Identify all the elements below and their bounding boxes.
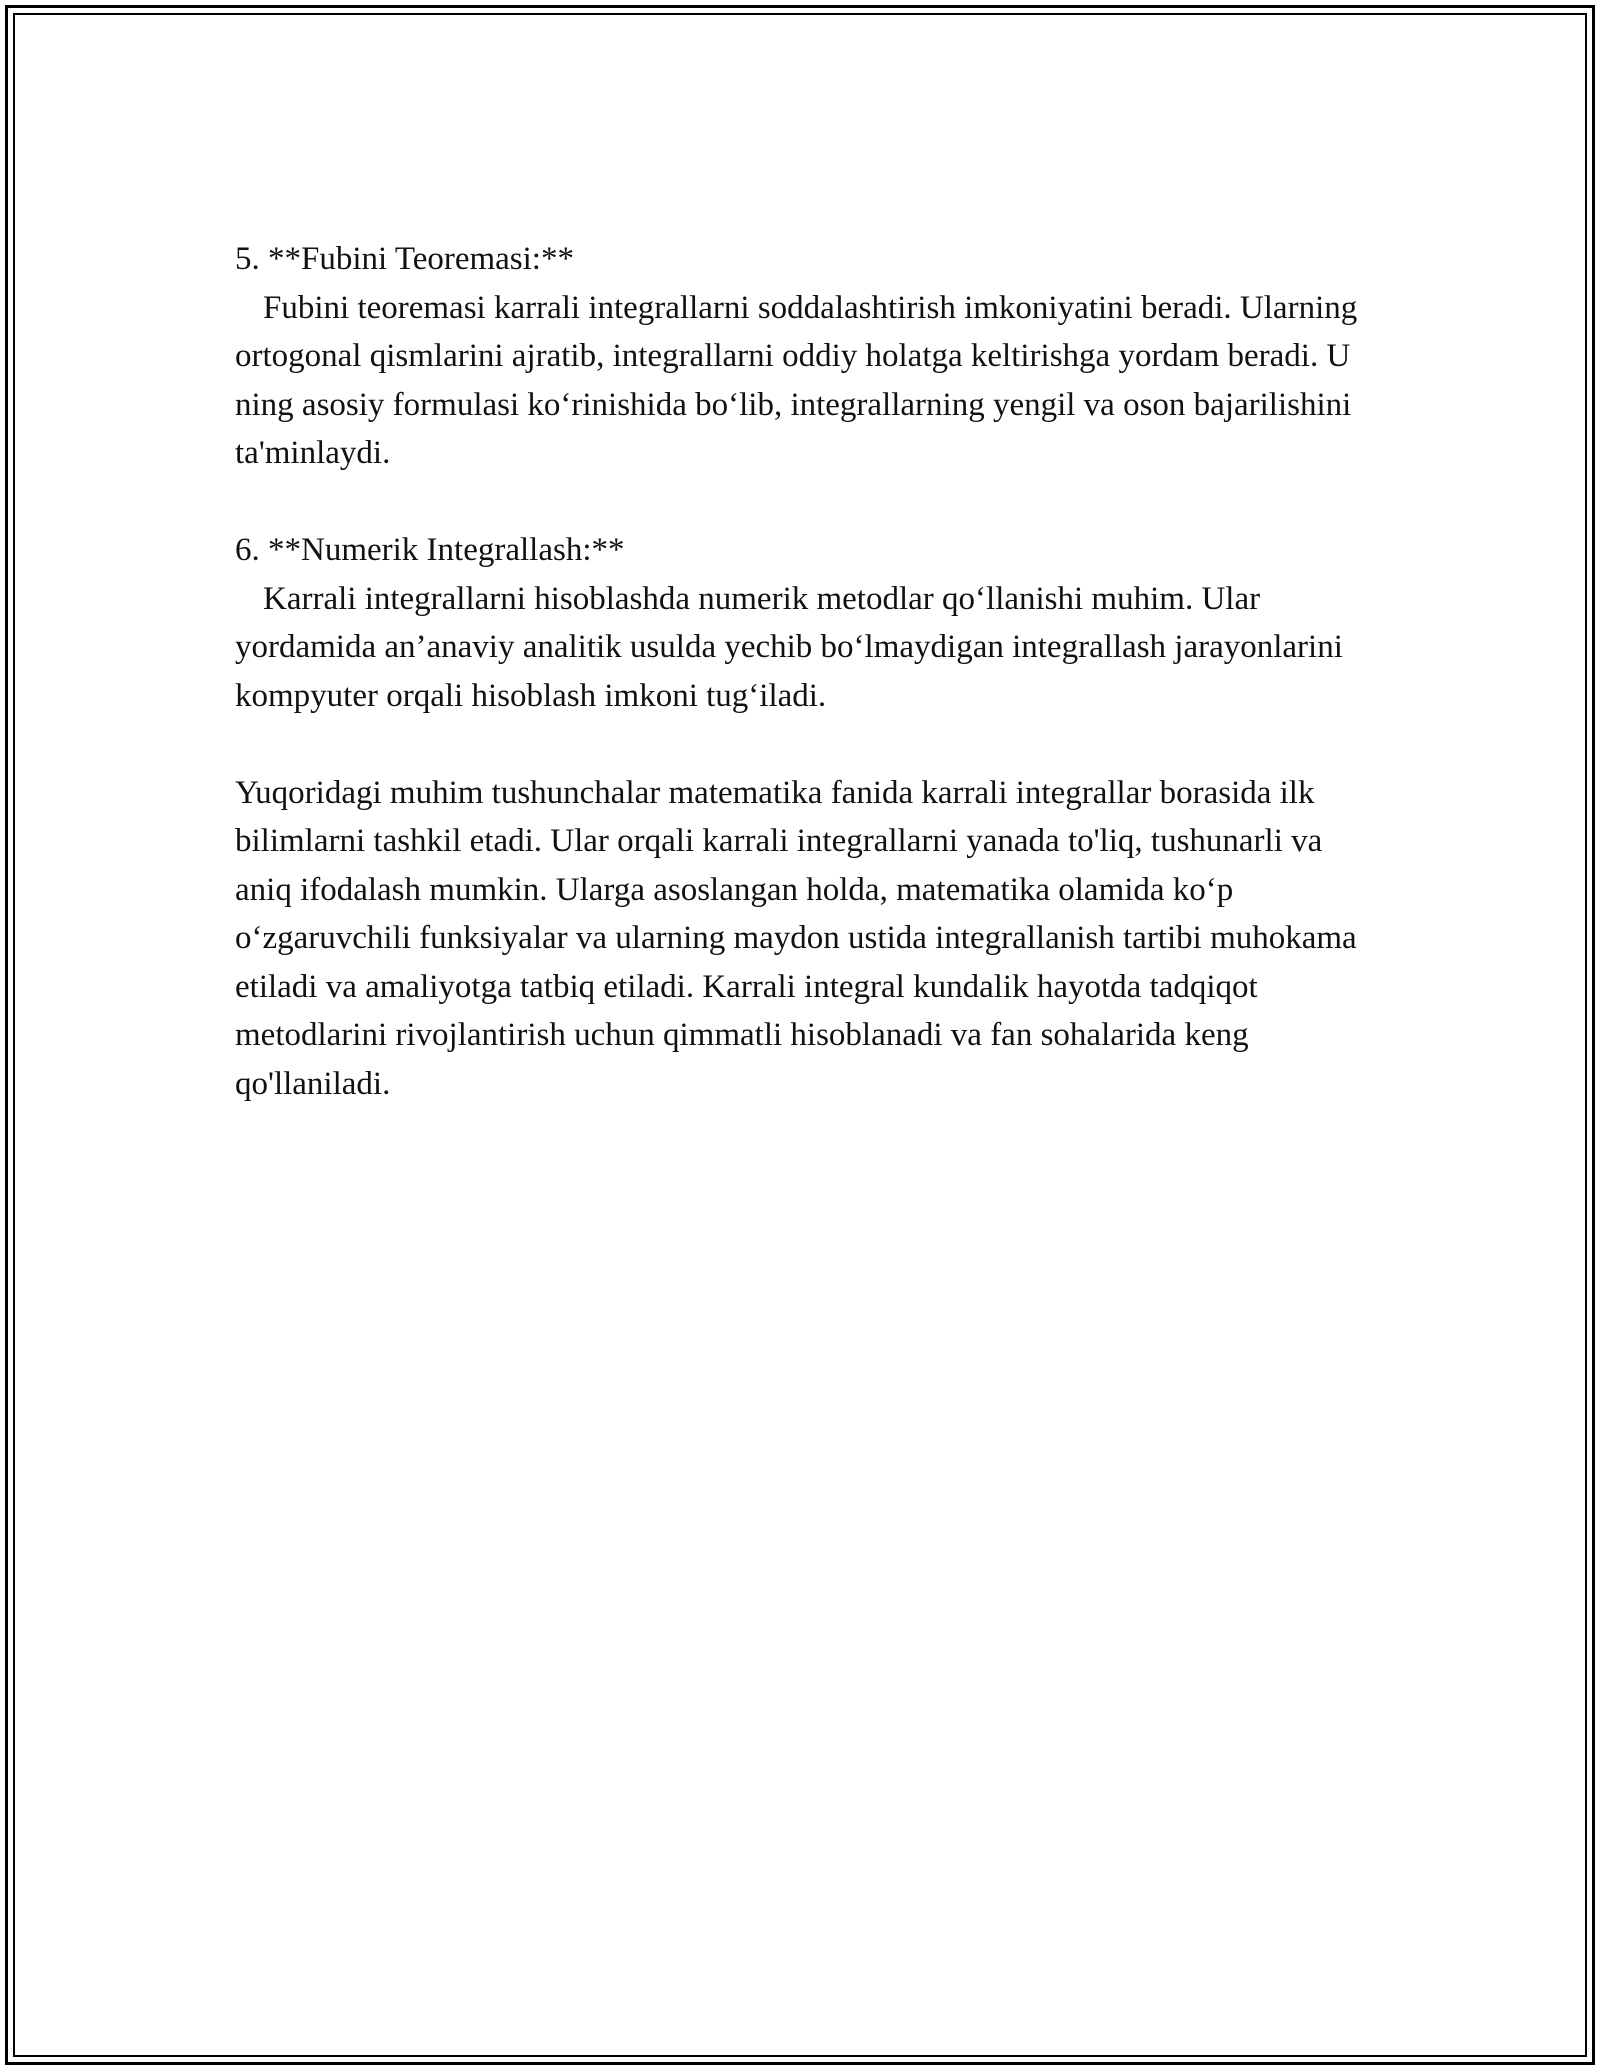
section-body-fubini: Fubini teoremasi karrali integrallarni soddalashtirish imkoniyatini beradi. Ularning ortogonal qismlarini ajratib, integrallarni oddiy holatga keltirishga yordam beradi. U ning asosiy formulasi koʻrinishida boʻlib, integrallarning yengil va oson bajarilishini ta'minlaydi. [235, 289, 1358, 471]
paragraph-gap [235, 478, 1385, 527]
section-heading-numerik: 6. **Numerik Integrallash:** [235, 532, 625, 568]
section-heading-fubini: 5. **Fubini Teoremasi:** [235, 241, 574, 277]
section-body-numerik: Karrali integrallarni hisoblashda numerik metodlar qoʻllanishi muhim. Ular yordamida an’anaviy analitik usulda yechib boʻlmaydigan integrallash jarayonlarini kompyuter orqali hisoblash imkoni tugʻiladi. [235, 580, 1343, 714]
document-body [235, 235, 1385, 1108]
conclusion-paragraph: Yuqoridagi muhim tushunchalar matematika fanida karrali integrallar borasida ilk bilimlarni tashkil etadi. Ular orqali karrali integrallarni yanada to'liq, tushunarli va aniq ifodalash mumkin. Ularga asoslangan holda, matematika olamida koʻp oʻzgaruvchili funksiyalar va ularning maydon ustida integrallanish tartibi muhokama etiladi va amaliyotga tatbiq etiladi. Karrali integral kundalik hayotda tadqiqot metodlarini rivojlantirish uchun qimmatli hisoblanadi va fan sohalarida keng qo'llaniladi. [235, 774, 1357, 1102]
paragraph-gap [235, 720, 1385, 769]
